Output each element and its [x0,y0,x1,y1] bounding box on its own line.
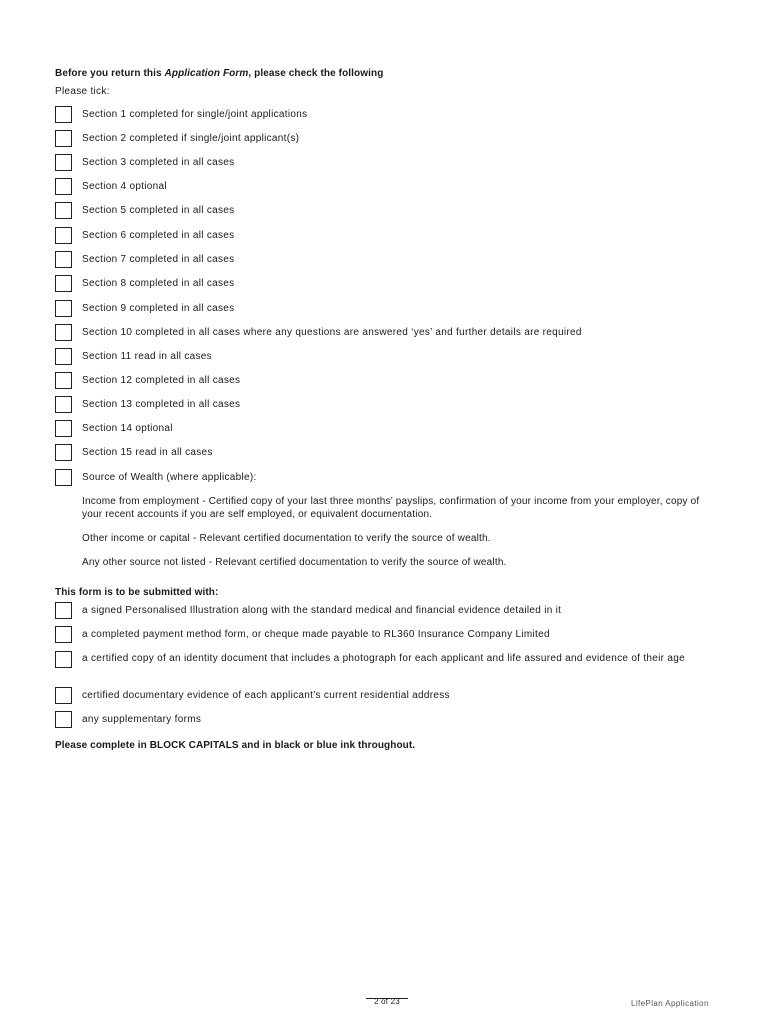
section-1-label: Section 1 completed for single/joint applications [82,109,308,120]
section-2-item [55,130,705,150]
submission-item-identity [55,651,705,681]
payment-checkbox[interactable] [55,626,72,643]
section-13-checkbox[interactable] [55,396,72,413]
page-number: 2 of 23 [366,998,408,1008]
section-5-label: Section 5 completed in all cases [82,205,235,216]
section-4-checkbox[interactable] [55,178,72,195]
section-12-item [55,372,705,392]
section-15-item [55,444,705,464]
section-5-item [55,202,705,222]
wealth-employment-paragraph: Income from employment - Certified copy of your last three months’ payslips, confirmation of your income from your employer, copy of your recent accounts if you are self employed, or equivalent documentation. [82,496,700,520]
submission-heading: This form is to be submitted with: [55,587,219,598]
section-2-checkbox[interactable] [55,130,72,147]
section-12-label: Section 12 completed in all cases [82,375,241,386]
submission-item-payment [55,626,705,646]
source-of-wealth-item [55,469,705,489]
section-5-checkbox[interactable] [55,202,72,219]
section-8-label: Section 8 completed in all cases [82,278,235,289]
section-9-item [55,300,705,320]
section-11-label: Section 11 read in all cases [82,351,212,362]
section-1-item [55,106,705,126]
section-7-checkbox[interactable] [55,251,72,268]
document-name: LifePlan Application [631,999,709,1008]
address-label: certified documentary evidence of each applicant’s current residential address [82,690,450,701]
section-12-checkbox[interactable] [55,372,72,389]
section-6-label: Section 6 completed in all cases [82,230,235,241]
section-10-item [55,324,705,344]
submission-item-address [55,687,705,707]
identity-checkbox[interactable] [55,651,72,668]
section-2-label: Section 2 completed if single/joint applicant(s) [82,133,300,144]
section-13-item [55,396,705,416]
wealth-other-income-paragraph: Other income or capital - Relevant certified documentation to verify the source of wealth. [82,533,491,544]
submission-item-supplementary [55,711,705,731]
section-15-checkbox[interactable] [55,444,72,461]
wealth-other-source-paragraph: Any other source not listed - Relevant certified documentation to verify the source of wealth. [82,557,507,568]
supplementary-label: any supplementary forms [82,714,202,725]
heading-text-after: , please check the following [248,68,384,79]
section-7-item [55,251,705,271]
section-3-checkbox[interactable] [55,154,72,171]
heading-text-italic: Application Form [164,68,249,79]
section-4-label: Section 4 optional [82,181,167,192]
source-of-wealth-label: Source of Wealth (where applicable): [82,472,257,483]
supplementary-checkbox[interactable] [55,711,72,728]
section-14-checkbox[interactable] [55,420,72,437]
section-13-label: Section 13 completed in all cases [82,399,241,410]
closing-instruction: Please complete in BLOCK CAPITALS and in black or blue ink throughout. [55,740,416,751]
section-10-checkbox[interactable] [55,324,72,341]
section-1-checkbox[interactable] [55,106,72,123]
section-7-label: Section 7 completed in all cases [82,254,235,265]
identity-label: a certified copy of an identity document that includes a photograph for each applicant and life assured and evidence of their age [82,653,685,664]
section-14-item [55,420,705,440]
section-8-checkbox[interactable] [55,275,72,292]
section-3-item [55,154,705,174]
checklist-heading [55,68,383,79]
section-6-checkbox[interactable] [55,227,72,244]
section-11-item [55,348,705,368]
section-6-item [55,227,705,247]
section-9-label: Section 9 completed in all cases [82,303,235,314]
source-of-wealth-checkbox[interactable] [55,469,72,486]
section-9-checkbox[interactable] [55,300,72,317]
payment-label: a completed payment method form, or cheque made payable to RL360 Insurance Company Limited [82,629,550,640]
heading-text-before: Before you return this [55,68,165,79]
illustration-checkbox[interactable] [55,602,72,619]
section-11-checkbox[interactable] [55,348,72,365]
section-10-label: Section 10 completed in all cases where any questions are answered ‘yes’ and further details are required [82,327,582,338]
tick-instruction: Please tick: [55,86,110,97]
address-checkbox[interactable] [55,687,72,704]
section-14-label: Section 14 optional [82,423,173,434]
section-3-label: Section 3 completed in all cases [82,157,235,168]
section-8-item [55,275,705,295]
submission-item-illustration [55,602,705,622]
section-15-label: Section 15 read in all cases [82,447,213,458]
illustration-label: a signed Personalised Illustration along with the standard medical and financial evidence detailed in it [82,605,562,616]
section-4-item [55,178,705,198]
